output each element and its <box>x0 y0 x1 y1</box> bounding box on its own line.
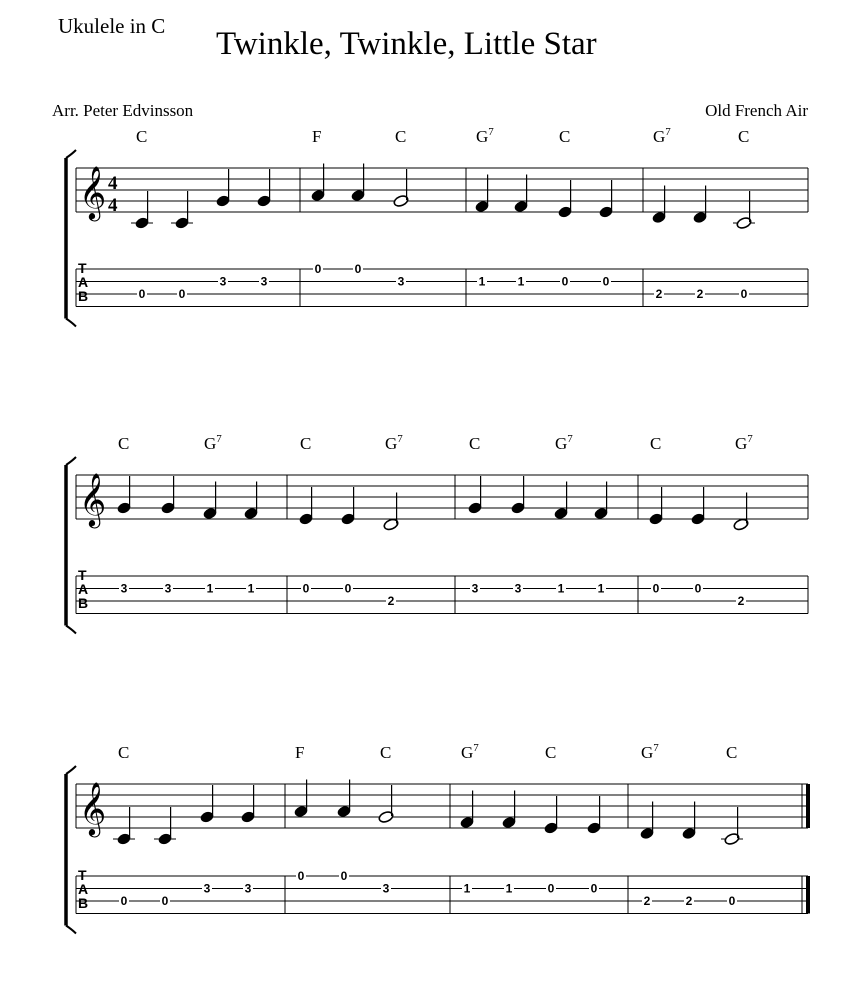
treble-clef-icon: 𝄞 <box>79 165 107 219</box>
chord-symbol: $G^7$ <box>555 433 573 453</box>
chord-symbol: C <box>395 127 407 146</box>
chord-symbol: $G^7$ <box>641 742 659 762</box>
chord-superscript: 7 <box>397 433 403 445</box>
tab-fret-number: 2 <box>737 594 745 608</box>
tab-fret-number: 3 <box>164 581 172 596</box>
tab-clef-letter: A <box>78 274 89 290</box>
composer-credit: Old French Air <box>705 101 808 120</box>
tab-clef-letter: B <box>78 288 89 304</box>
tab-fret-number: 0 <box>602 274 610 289</box>
tab-fret-number: 1 <box>478 274 486 289</box>
bracket-top-hook <box>66 457 76 465</box>
tab-fret-number: 2 <box>685 894 693 908</box>
chord-symbol: C <box>118 743 130 762</box>
tab-fret-number: 0 <box>590 881 598 896</box>
tab-fret-number: 3 <box>203 881 211 896</box>
chord-symbol: $G^7$ <box>461 742 479 762</box>
tab-clef-letter: B <box>78 895 89 911</box>
tab-fret-number: 1 <box>517 274 525 289</box>
tab-fret-number: 2 <box>655 287 663 301</box>
tab-fret-number: 3 <box>382 881 390 896</box>
chord-symbol: $G^7$ <box>204 433 222 453</box>
chord-symbol: C <box>559 127 571 146</box>
page-title: Twinkle, Twinkle, Little Star <box>216 26 597 62</box>
bracket-top-hook <box>66 766 76 774</box>
tab-clef-letter: T <box>78 567 87 583</box>
tab-fret-number: 0 <box>178 287 186 301</box>
chord-symbol: C <box>469 434 481 453</box>
tab-fret-number: 2 <box>387 594 395 608</box>
chord-superscript: 7 <box>473 742 479 754</box>
bracket-bottom-hook <box>66 319 76 327</box>
chord-superscript: 7 <box>216 433 222 445</box>
chord-symbol: $G^7$ <box>385 433 403 453</box>
bracket-top-hook <box>66 150 76 158</box>
arranger-credit: Arr. Peter Edvinsson <box>52 101 194 120</box>
tab-clef-letter: T <box>78 260 87 276</box>
tab-fret-number: 3 <box>471 581 479 596</box>
tab-fret-number: 0 <box>547 881 555 896</box>
chord-symbol: C <box>650 434 662 453</box>
tab-clef-letter: T <box>78 867 87 883</box>
treble-clef-icon: 𝄞 <box>79 781 107 835</box>
tab-fret-number: 2 <box>696 287 704 301</box>
chord-symbol: F <box>312 127 322 146</box>
system-3 <box>66 742 808 934</box>
time-signature-bottom: 4 <box>108 195 118 216</box>
tab-fret-number: 3 <box>120 581 128 596</box>
chord-superscript: 7 <box>653 742 659 754</box>
tab-fret-number: 3 <box>219 274 227 289</box>
tab-fret-number: 0 <box>314 262 322 276</box>
chord-symbol: $G^7$ <box>476 126 494 146</box>
system-2 <box>66 433 808 634</box>
tab-fret-number: 3 <box>244 881 252 896</box>
tab-clef-letter: A <box>78 881 89 897</box>
chord-superscript: 7 <box>567 433 573 445</box>
tab-fret-number: 0 <box>297 869 305 883</box>
tab-fret-number: 1 <box>206 581 214 596</box>
tab-fret-number: 3 <box>514 581 522 596</box>
chord-symbol: C <box>380 743 392 762</box>
bracket-bottom-hook <box>66 926 76 934</box>
chord-symbol: C <box>545 743 557 762</box>
tab-clef-letter: A <box>78 581 89 597</box>
time-signature-top: 4 <box>108 173 118 194</box>
chord-symbol: C <box>738 127 750 146</box>
tab-fret-number: 1 <box>597 581 605 596</box>
chord-symbol: C <box>726 743 738 762</box>
tab-fret-number: 0 <box>728 894 736 908</box>
chord-symbol: C <box>300 434 312 453</box>
instrument-label: Ukulele in C <box>58 14 166 38</box>
tab-fret-number: 0 <box>120 894 128 908</box>
tab-fret-number: 0 <box>652 581 660 596</box>
chord-symbol: F <box>295 743 305 762</box>
tab-fret-number: 0 <box>302 581 310 596</box>
chord-superscript: 7 <box>488 126 494 138</box>
chord-symbol: $G^7$ <box>653 126 671 146</box>
tab-fret-number: 0 <box>561 274 569 289</box>
tab-fret-number: 1 <box>463 881 471 896</box>
tab-fret-number: 0 <box>740 287 748 301</box>
chord-superscript: 7 <box>747 433 753 445</box>
tab-fret-number: 1 <box>247 581 255 596</box>
tab-fret-number: 0 <box>340 869 348 883</box>
tab-fret-number: 3 <box>397 274 405 289</box>
tab-fret-number: 0 <box>344 581 352 596</box>
treble-clef-icon: 𝄞 <box>79 472 107 526</box>
tab-fret-number: 0 <box>161 894 169 908</box>
tab-fret-number: 0 <box>138 287 146 301</box>
tab-fret-number: 2 <box>643 894 651 908</box>
chord-symbol: C <box>136 127 148 146</box>
chord-superscript: 7 <box>665 126 671 138</box>
tab-clef-letter: B <box>78 595 89 611</box>
tab-fret-number: 0 <box>694 581 702 596</box>
tab-fret-number: 3 <box>260 274 268 289</box>
tab-fret-number: 1 <box>505 881 513 896</box>
bracket-bottom-hook <box>66 626 76 634</box>
system-1 <box>66 126 808 327</box>
tab-fret-number: 0 <box>354 262 362 276</box>
tab-fret-number: 1 <box>557 581 565 596</box>
chord-symbol: $G^7$ <box>735 433 753 453</box>
chord-symbol: C <box>118 434 130 453</box>
